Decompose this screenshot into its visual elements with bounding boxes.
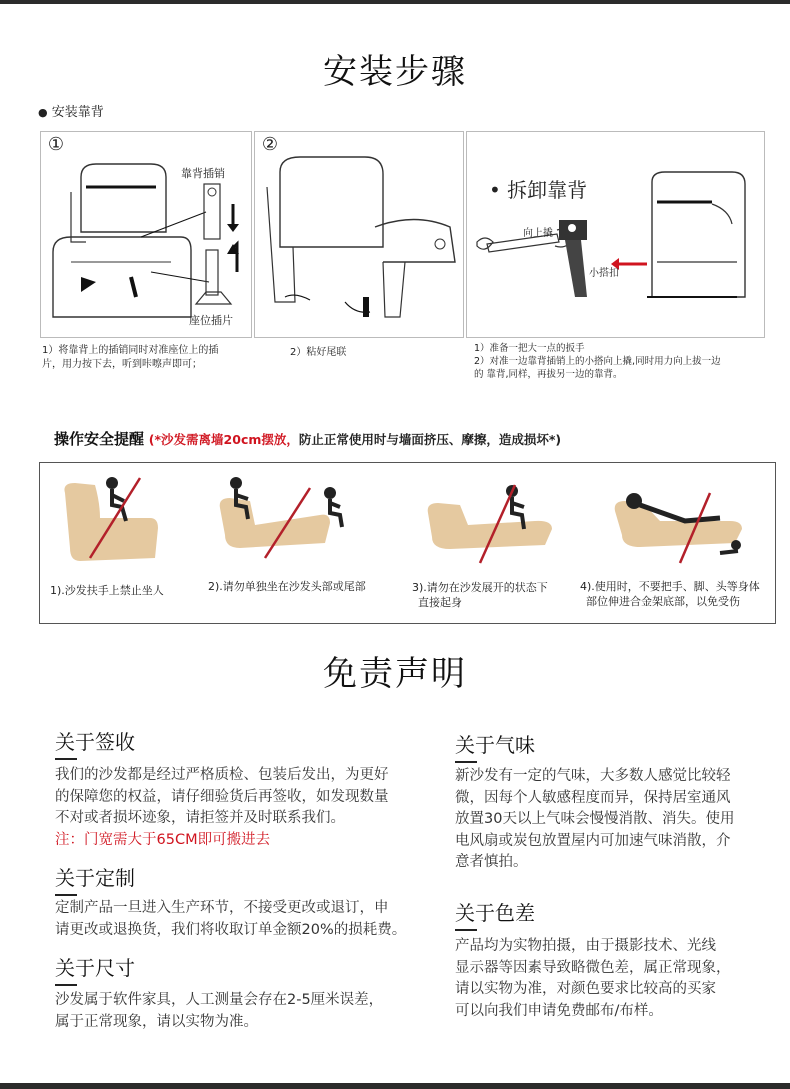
disclaimer-title: 免责声明 <box>323 654 467 694</box>
step1-number: ① <box>47 134 65 155</box>
size-line-1: 沙发属于软件家具，人工测量会存在2-5厘米误差， <box>55 992 384 1008</box>
top-bar <box>0 0 790 4</box>
smell-line-1: 新沙发有一定的气味，大多数人感觉比较轻 <box>455 768 731 784</box>
color-heading: 关于色差 <box>455 897 535 926</box>
size-body <box>55 990 435 1033</box>
warning-item-3-line2: 直接起身 <box>418 596 462 609</box>
warning-expanded-icon <box>428 485 552 563</box>
sign-body <box>55 765 435 851</box>
install-title: 安装步骤 <box>323 52 467 92</box>
remove-label-hook: 小搭扣 <box>589 268 619 279</box>
warning-item-1-text: 1).沙发扶手上禁止坐人 <box>50 584 164 597</box>
step1-label-bottom: 座位插片 <box>189 314 233 327</box>
warning-item-2-text: 2).请勿单独坐在沙发头部或尾部 <box>208 580 366 593</box>
color-line-1: 产品均为实物拍摄，由于摄影技术、光线 <box>455 938 716 954</box>
remove-caption-line1: 1）准备一把大一点的扳手 <box>474 343 585 354</box>
sign-line-2: 的保障您的权益，请仔细验货后再签收，如发现数量 <box>55 788 389 805</box>
warning-item-2 <box>208 579 366 594</box>
smell-body <box>455 766 765 874</box>
custom-line-1: 定制产品一旦进入生产环节，不接受更改或退订，申 <box>55 900 389 916</box>
warning-item-4-line2: 部位伸进合金架底部，以免受伤 <box>586 595 740 608</box>
bullet-icon: • <box>489 178 501 202</box>
remove-label-up: 向上撬 <box>523 228 553 239</box>
remove-caption <box>474 342 721 381</box>
bottom-bar <box>0 1083 790 1089</box>
recliner-assembly-illustration <box>41 132 251 337</box>
safety-header <box>54 428 561 449</box>
safety-note-red: (*沙发需离墙20cm摆放， <box>148 432 299 447</box>
warning-armrest-icon <box>64 477 158 561</box>
sign-line-1: 我们的沙发都是经过严格质检、包装后发出，为更好 <box>55 767 389 783</box>
remove-caption-line3: 的 靠背,同样，再拔另一边的靠背。 <box>474 369 623 380</box>
smell-line-5: 意者慎拍。 <box>455 854 528 870</box>
remove-backrest-illustration <box>467 132 764 337</box>
smell-line-4: 电风扇或炭包放置屋内可加速气味消散，介 <box>455 832 731 849</box>
safety-title: 操作安全提醒 <box>54 430 145 448</box>
warning-item-4-line1: 4).使用时，不要把手、脚、头等身体 <box>580 580 760 593</box>
install-subtitle-row <box>38 101 104 120</box>
color-line-4: 可以向我们申请免费邮布/布样。 <box>455 1002 663 1019</box>
warning-limbs-icon <box>615 493 742 563</box>
sign-heading: 关于签收 <box>55 726 135 755</box>
safety-warnings-box <box>39 462 776 624</box>
recliner-back-illustration <box>255 132 463 337</box>
sign-line-3: 不对或者损坏迹象，请拒签并及时联系我们。 <box>55 810 345 826</box>
size-heading: 关于尺寸 <box>55 952 135 981</box>
warning-item-4 <box>580 579 760 609</box>
size-line-2: 属于正常现象，请以实物为准。 <box>55 1013 258 1030</box>
step1-caption-line2: 片，用力按下去，听到咔嚓声即可； <box>42 359 202 370</box>
remove-panel <box>466 131 765 338</box>
step1-label-top: 靠背插销 <box>181 167 225 180</box>
custom-body <box>55 898 440 941</box>
step2-caption: 2）粘好尾联 <box>290 347 347 358</box>
color-line-2: 显示器等因素导致略微色差，属正常现象， <box>455 959 731 976</box>
step2-number: ② <box>261 134 279 155</box>
step1-panel <box>40 131 252 338</box>
step1-caption-line1: 1）将靠背上的插销同时对准座位上的插 <box>42 345 219 356</box>
remove-title: 拆卸靠背 <box>507 178 588 202</box>
color-body <box>455 936 765 1022</box>
warning-item-3-line1: 3).请勿在沙发展开的状态下 <box>412 581 548 594</box>
sign-note: 注：门宽需大于65CM即可搬进去 <box>55 831 271 848</box>
remove-caption-line2: 2）对准一边靠背插销上的小搭向上撬,同时用力向上拔一边 <box>474 356 721 367</box>
install-subtitle: 安装靠背 <box>51 105 104 120</box>
warning-item-1 <box>50 583 164 598</box>
color-line-3: 请以实物为准，对颜色要求比较高的买家 <box>455 981 716 997</box>
bullet-icon: ● <box>38 106 48 119</box>
smell-line-3: 放置30天以上气味会慢慢消散、消失。使用 <box>455 811 735 827</box>
safety-note-black: 防止正常使用时与墙面挤压、摩擦，造成损坏*) <box>298 432 562 447</box>
smell-line-2: 微，因每个人敏感程度而异，保持居室通风 <box>455 789 731 806</box>
step1-caption <box>42 344 218 372</box>
warning-item-3 <box>412 580 548 610</box>
warning-head-tail-icon <box>220 477 342 558</box>
step2-panel <box>254 131 464 338</box>
smell-heading: 关于气味 <box>455 729 535 758</box>
custom-heading: 关于定制 <box>55 862 135 891</box>
custom-line-2: 请更改或退换货，我们将收取订单金额20%的损耗费。 <box>55 921 407 938</box>
